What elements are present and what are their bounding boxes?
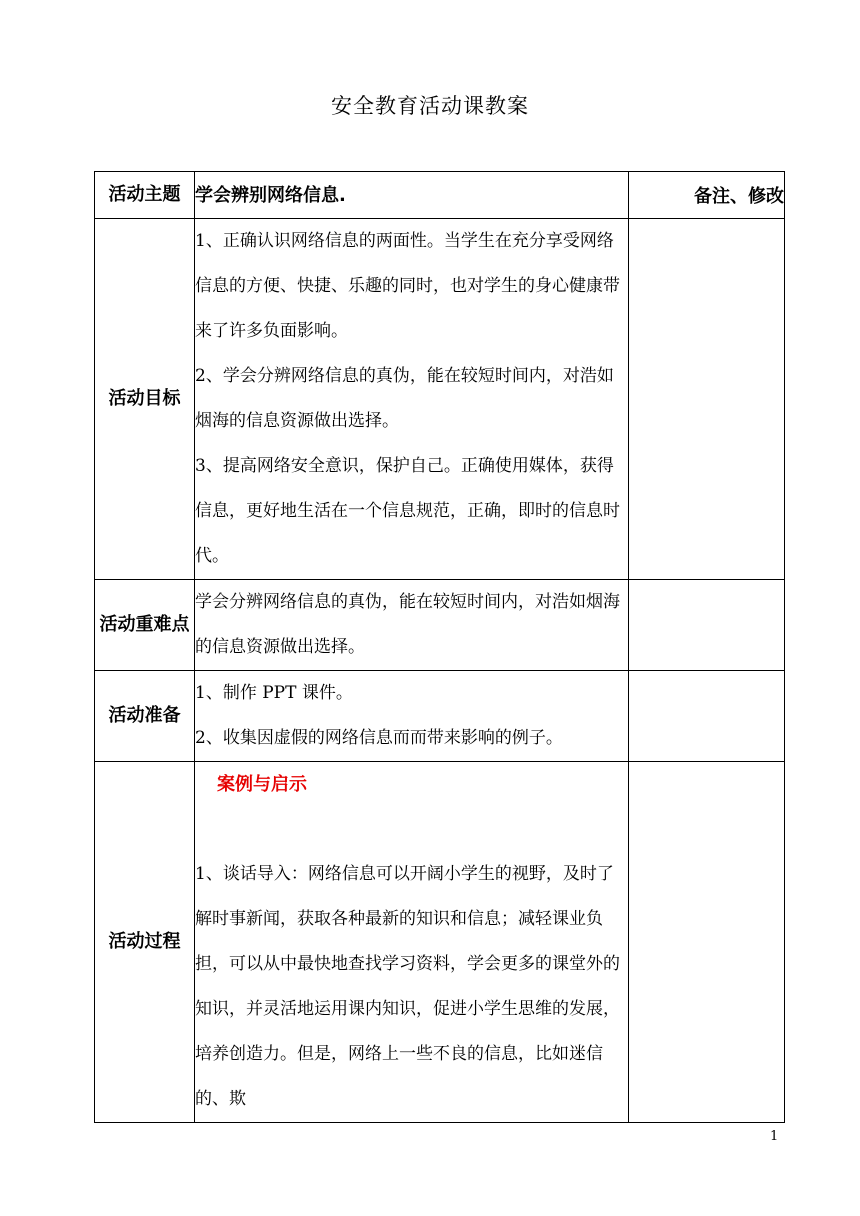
process-text: 1、谈话导入：网络信息可以开阔小学生的视野，及时了解时事新闻，获取各种最新的知识和信息；减轻课业负担，可以从中最快地查找学习资料，学会更多的课堂外的知识，并灵活地运用课内知识，促进小学生思维的发展，培养创造力。但是，网络上一些不良的信息，比如迷信的、欺: [195, 864, 620, 1109]
theme-label: 活动主题: [95, 172, 195, 219]
goals-label: 活动目标: [95, 219, 195, 580]
lesson-plan-table: [94, 171, 785, 1123]
goals-content: [195, 219, 629, 580]
process-notes-cell: [629, 762, 785, 1123]
preparation-item: 2、收集因虚假的网络信息而而带来影响的例子。: [195, 728, 563, 748]
table-row-preparation: [95, 671, 785, 762]
preparation-item: 1、制作 PPT 课件。: [195, 683, 353, 703]
key-points-text: 学会分辨网络信息的真伪，能在较短时间内，对浩如烟海的信息资源做出选择。: [195, 580, 629, 671]
table-row-goals: [95, 219, 785, 580]
process-content: [195, 762, 629, 1123]
preparation-notes-cell: [629, 671, 785, 762]
blank-line: [195, 807, 628, 852]
goals-notes-cell: [629, 219, 785, 580]
preparation-content: [195, 671, 629, 762]
table-row-process: [95, 762, 785, 1123]
key-points-notes-cell: [629, 580, 785, 671]
goal-item: 1、正确认识网络信息的两面性。当学生在充分享受网络信息的方便、快捷、乐趣的同时，也对学生的身心健康带来了许多负面影响。: [195, 231, 620, 341]
goal-item: 2、学会分辨网络信息的真伪，能在较短时间内，对浩如烟海的信息资源做出选择。: [195, 366, 614, 431]
page-number: 1: [770, 1129, 779, 1144]
notes-header: 备注、修改: [629, 172, 785, 219]
table-row-key-points: [95, 580, 785, 671]
process-label: 活动过程: [95, 762, 195, 1123]
page-title: 安全教育活动课教案: [331, 94, 529, 118]
theme-value: 学会辨别网络信息.: [195, 172, 629, 219]
key-points-label: 活动重难点: [95, 580, 195, 671]
table-row-theme: [95, 172, 785, 219]
preparation-label: 活动准备: [95, 671, 195, 762]
section-heading: 案例与启示: [217, 774, 307, 795]
goal-item: 3、提高网络安全意识，保护自己。正确使用媒体，获得信息，更好地生活在一个信息规范，正确，即时的信息时代。: [195, 456, 620, 566]
